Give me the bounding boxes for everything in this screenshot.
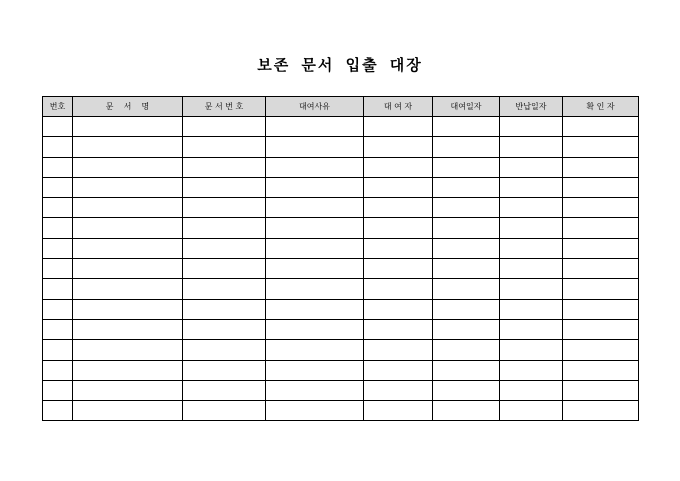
loan-reason-cell[interactable]: [266, 380, 364, 400]
confirmer-cell[interactable]: [563, 157, 639, 177]
number-cell[interactable]: [43, 319, 73, 339]
document-number-cell[interactable]: [183, 157, 266, 177]
loan-reason-cell[interactable]: [266, 238, 364, 258]
loan-reason-cell[interactable]: [266, 198, 364, 218]
confirmer-cell[interactable]: [563, 401, 639, 421]
loan-date-cell[interactable]: [433, 198, 500, 218]
table-row: [43, 177, 639, 197]
document-number-cell[interactable]: [183, 198, 266, 218]
return-date-cell[interactable]: [500, 198, 563, 218]
number-cell[interactable]: [43, 238, 73, 258]
document-name-cell[interactable]: [73, 238, 183, 258]
header-document-name: 문 서 명: [73, 97, 183, 117]
document-name-cell[interactable]: [73, 157, 183, 177]
number-cell[interactable]: [43, 198, 73, 218]
borrower-cell[interactable]: [364, 360, 433, 380]
header-confirmer: 확 인 자: [563, 97, 639, 117]
table-row: [43, 137, 639, 157]
header-return-date: 반납일자: [500, 97, 563, 117]
borrower-cell[interactable]: [364, 340, 433, 360]
loan-date-cell[interactable]: [433, 380, 500, 400]
return-date-cell[interactable]: [500, 157, 563, 177]
document-name-cell[interactable]: [73, 340, 183, 360]
loan-date-cell[interactable]: [433, 137, 500, 157]
header-document-number: 문 서 번 호: [183, 97, 266, 117]
table-row: [43, 340, 639, 360]
document-number-cell[interactable]: [183, 279, 266, 299]
loan-date-cell[interactable]: [433, 259, 500, 279]
document-name-cell[interactable]: [73, 360, 183, 380]
loan-reason-cell[interactable]: [266, 401, 364, 421]
borrower-cell[interactable]: [364, 117, 433, 137]
document-number-cell[interactable]: [183, 238, 266, 258]
borrower-cell[interactable]: [364, 380, 433, 400]
table-row: [43, 238, 639, 258]
borrower-cell[interactable]: [364, 218, 433, 238]
header-loan-reason: 대여사유: [266, 97, 364, 117]
document-name-cell[interactable]: [73, 137, 183, 157]
loan-date-cell[interactable]: [433, 157, 500, 177]
document-number-cell[interactable]: [183, 137, 266, 157]
borrower-cell[interactable]: [364, 279, 433, 299]
document-name-cell[interactable]: [73, 218, 183, 238]
borrower-cell[interactable]: [364, 177, 433, 197]
confirmer-cell[interactable]: [563, 218, 639, 238]
table-row: [43, 218, 639, 238]
confirmer-cell[interactable]: [563, 117, 639, 137]
number-cell[interactable]: [43, 299, 73, 319]
document-number-cell[interactable]: [183, 218, 266, 238]
document-name-cell[interactable]: [73, 319, 183, 339]
document-name-cell[interactable]: [73, 198, 183, 218]
table-row: [43, 401, 639, 421]
loan-reason-cell[interactable]: [266, 137, 364, 157]
loan-date-cell[interactable]: [433, 299, 500, 319]
return-date-cell[interactable]: [500, 117, 563, 137]
loan-date-cell[interactable]: [433, 360, 500, 380]
loan-reason-cell[interactable]: [266, 299, 364, 319]
ledger-table: [42, 96, 639, 421]
confirmer-cell[interactable]: [563, 299, 639, 319]
borrower-cell[interactable]: [364, 319, 433, 339]
ledger-body: [43, 117, 639, 421]
table-row: [43, 259, 639, 279]
loan-reason-cell[interactable]: [266, 117, 364, 137]
loan-reason-cell[interactable]: [266, 319, 364, 339]
header-loan-date: 대여일자: [433, 97, 500, 117]
return-date-cell[interactable]: [500, 340, 563, 360]
return-date-cell[interactable]: [500, 177, 563, 197]
return-date-cell[interactable]: [500, 259, 563, 279]
page-title: 보존 문서 입출 대장: [257, 56, 423, 74]
confirmer-cell[interactable]: [563, 259, 639, 279]
document-name-cell[interactable]: [73, 177, 183, 197]
borrower-cell[interactable]: [364, 157, 433, 177]
borrower-cell[interactable]: [364, 137, 433, 157]
loan-date-cell[interactable]: [433, 279, 500, 299]
loan-date-cell[interactable]: [433, 401, 500, 421]
borrower-cell[interactable]: [364, 259, 433, 279]
loan-date-cell[interactable]: [433, 340, 500, 360]
return-date-cell[interactable]: [500, 401, 563, 421]
number-cell[interactable]: [43, 157, 73, 177]
loan-reason-cell[interactable]: [266, 218, 364, 238]
document-number-cell[interactable]: [183, 117, 266, 137]
document-name-cell[interactable]: [73, 117, 183, 137]
return-date-cell[interactable]: [500, 360, 563, 380]
borrower-cell[interactable]: [364, 299, 433, 319]
table-row: [43, 157, 639, 177]
header-number: 번호: [43, 97, 73, 117]
return-date-cell[interactable]: [500, 137, 563, 157]
confirmer-cell[interactable]: [563, 319, 639, 339]
table-row: [43, 299, 639, 319]
number-cell[interactable]: [43, 279, 73, 299]
document-number-cell[interactable]: [183, 401, 266, 421]
confirmer-cell[interactable]: [563, 198, 639, 218]
confirmer-cell[interactable]: [563, 177, 639, 197]
borrower-cell[interactable]: [364, 198, 433, 218]
document-name-cell[interactable]: [73, 380, 183, 400]
number-cell[interactable]: [43, 259, 73, 279]
confirmer-cell[interactable]: [563, 238, 639, 258]
document-number-cell[interactable]: [183, 177, 266, 197]
return-date-cell[interactable]: [500, 279, 563, 299]
header-borrower: 대 여 자: [364, 97, 433, 117]
return-date-cell[interactable]: [500, 380, 563, 400]
confirmer-cell[interactable]: [563, 137, 639, 157]
return-date-cell[interactable]: [500, 218, 563, 238]
confirmer-cell[interactable]: [563, 279, 639, 299]
document-name-cell[interactable]: [73, 299, 183, 319]
table-row: [43, 360, 639, 380]
loan-reason-cell[interactable]: [266, 279, 364, 299]
header-row: [43, 97, 639, 117]
loan-date-cell[interactable]: [433, 177, 500, 197]
document-number-cell[interactable]: [183, 380, 266, 400]
return-date-cell[interactable]: [500, 299, 563, 319]
loan-date-cell[interactable]: [433, 117, 500, 137]
loan-reason-cell[interactable]: [266, 259, 364, 279]
number-cell[interactable]: [43, 218, 73, 238]
document-name-cell[interactable]: [73, 401, 183, 421]
number-cell[interactable]: [43, 401, 73, 421]
number-cell[interactable]: [43, 380, 73, 400]
loan-reason-cell[interactable]: [266, 360, 364, 380]
return-date-cell[interactable]: [500, 238, 563, 258]
table-row: [43, 380, 639, 400]
number-cell[interactable]: [43, 137, 73, 157]
document-number-cell[interactable]: [183, 299, 266, 319]
loan-date-cell[interactable]: [433, 218, 500, 238]
document-number-cell[interactable]: [183, 360, 266, 380]
loan-date-cell[interactable]: [433, 319, 500, 339]
document-name-cell[interactable]: [73, 279, 183, 299]
number-cell[interactable]: [43, 117, 73, 137]
borrower-cell[interactable]: [364, 238, 433, 258]
number-cell[interactable]: [43, 340, 73, 360]
table-row: [43, 279, 639, 299]
table-row: [43, 198, 639, 218]
return-date-cell[interactable]: [500, 319, 563, 339]
loan-reason-cell[interactable]: [266, 340, 364, 360]
borrower-cell[interactable]: [364, 401, 433, 421]
confirmer-cell[interactable]: [563, 340, 639, 360]
table-row: [43, 117, 639, 137]
confirmer-cell[interactable]: [563, 380, 639, 400]
document-name-cell[interactable]: [73, 259, 183, 279]
loan-reason-cell[interactable]: [266, 177, 364, 197]
document-number-cell[interactable]: [183, 259, 266, 279]
confirmer-cell[interactable]: [563, 360, 639, 380]
document-number-cell[interactable]: [183, 319, 266, 339]
number-cell[interactable]: [43, 360, 73, 380]
number-cell[interactable]: [43, 177, 73, 197]
document-number-cell[interactable]: [183, 340, 266, 360]
loan-reason-cell[interactable]: [266, 157, 364, 177]
loan-date-cell[interactable]: [433, 238, 500, 258]
table-row: [43, 319, 639, 339]
